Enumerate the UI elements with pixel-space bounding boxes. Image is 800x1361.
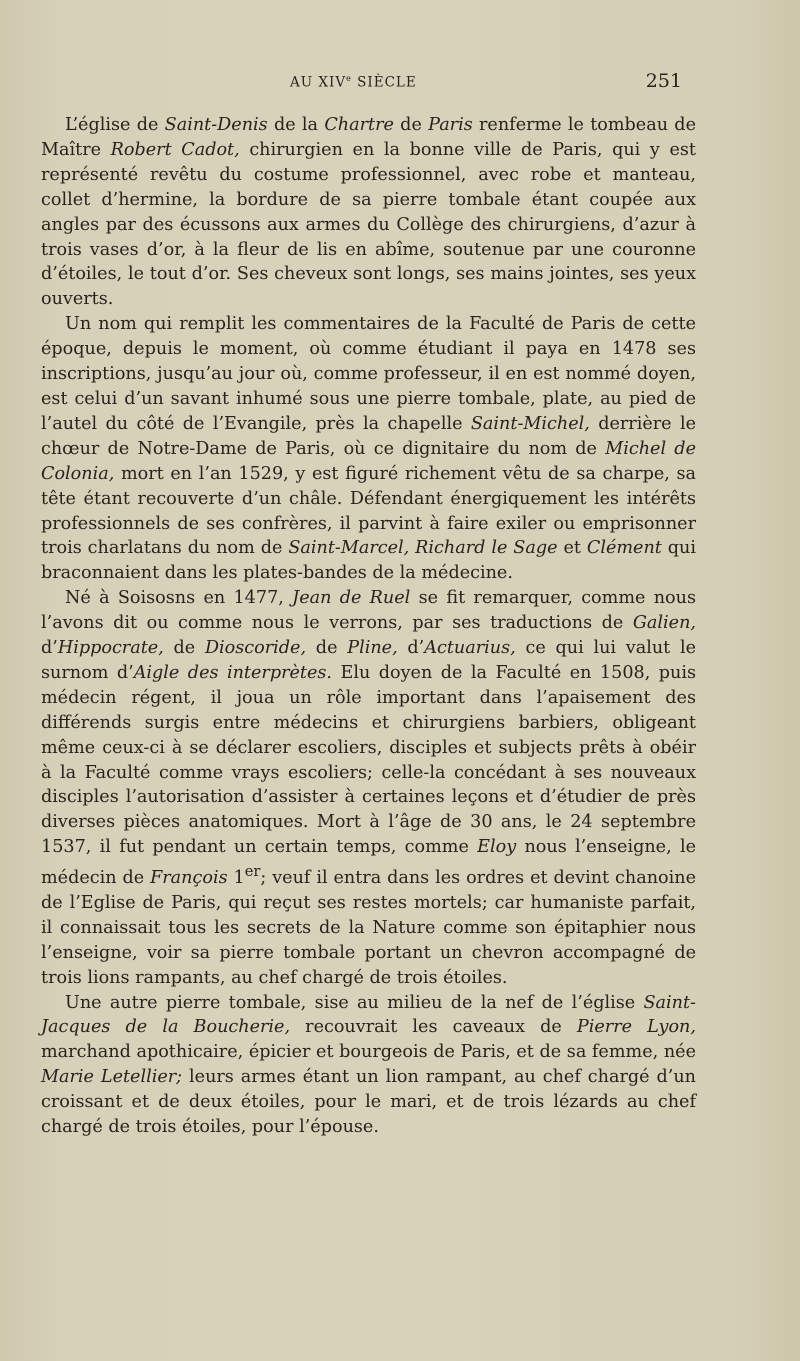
italic-text: Pierre Lyon, <box>576 1017 696 1038</box>
text-run: Né à Soisosns en 1477, <box>65 588 293 609</box>
page-header <box>0 70 800 98</box>
text-run: derrière le chœur de Notre-Dame de Paris, où ce dignitaire du nom de <box>41 413 696 459</box>
text-run: de la <box>267 115 325 135</box>
body-text <box>41 113 696 1140</box>
text-run: Une autre pierre tombale, sise au milieu de la nef de l’église <box>65 992 644 1013</box>
text-run: chirurgien en la bonne ville de Paris, qui y est représenté revêtu du costume professionnel, avec robe et manteau, collet d’hermine, la bordure de sa pierre tombale étant coupée aux angles par des écussons aux armes du Collège des chirurgiens, d’azur à trois vases d’or, à la fleur de lis en abîme, soutenue par une couronne d’étoiles, le tout d’or. Ses cheveux sont longs, ses mains jointes, ses yeux ouverts. <box>41 139 696 310</box>
italic-text: Dioscoride, <box>204 638 307 659</box>
running-head-superscript: e <box>346 74 352 83</box>
text-run: L’église de <box>65 115 165 135</box>
text-run: 1 <box>227 868 245 889</box>
text-run: Un nom qui remplit les commentaires de la Faculté de Paris de cette époque, depuis le moment, où comme étudiant il paya en 1478 ses inscriptions, jusqu’au jour où, comme professeur, il en est nommé doyen, est celui d’un savant inhumé sous une pierre tombale, plate, au pied de l’autel du côté de l’Evangile, près la chapelle <box>41 314 696 434</box>
italic-text: Eloy <box>477 837 517 858</box>
text-run: ce qui lui valut le surnom d’ <box>41 638 697 683</box>
text-run: d’ <box>397 638 425 659</box>
text-run: de <box>306 638 348 659</box>
italic-text: François <box>150 868 228 889</box>
italic-text: Chartre <box>324 115 394 135</box>
paragraph <box>41 586 696 990</box>
running-head <box>290 74 417 91</box>
italic-text: Saint-Jacques de la Boucherie, <box>41 992 696 1038</box>
text-run: et <box>557 538 587 559</box>
italic-text: Pline, <box>347 638 398 659</box>
text-run: ; veuf il entra dans les ordres et devint chanoine de l’Eglise de Paris, qui reçut ses restes mortels; car humaniste parfait, il connaissait tous les secrets de la Nature comme son épitaphier nous l’enseigne, voir sa pierre tombale portant un chevron accompagné de trois lions rampants, au chef chargé de trois étoiles. <box>41 868 696 988</box>
text-run: de <box>163 638 205 659</box>
italic-text: Hippocrate, <box>57 638 164 659</box>
text-run: recouvrait les caveaux de <box>290 1017 577 1038</box>
italic-text: Saint-Marcel, Richard le Sage <box>288 538 558 559</box>
text-run: renferme le tombeau de Maître <box>41 115 696 160</box>
italic-text: Robert Cadot, <box>110 139 240 160</box>
italic-text: Jean de Ruel <box>292 588 411 609</box>
italic-text: Clément <box>586 538 662 559</box>
superscript-text: er <box>244 863 261 881</box>
paragraph <box>41 312 696 586</box>
text-run: leurs armes étant un lion rampant, au chef chargé d’un croissant et de deux étoiles, pour le mari, et de trois lézards au chef chargé de trois étoiles, pour l’épouse. <box>41 1067 696 1138</box>
italic-text: Saint-Michel, <box>470 413 590 434</box>
page-number: 251 <box>645 70 682 92</box>
italic-text: Saint-Denis <box>164 115 268 135</box>
text-run: marchand apothicaire, épicier et bourgeois de Paris, et de sa femme, née <box>41 1042 696 1063</box>
italic-text: Paris <box>428 115 473 135</box>
text-run: qui braconnaient dans les plates-bandes de la médecine. <box>41 538 697 584</box>
running-head-suffix: SIÈCLE <box>351 74 417 91</box>
paragraph <box>41 991 696 1140</box>
text-run: de <box>393 115 429 135</box>
italic-text: Aigle des interprètes. <box>133 662 333 683</box>
italic-text: Michel de Colonia, <box>41 438 696 484</box>
paragraph <box>41 113 696 312</box>
text-run: Elu doyen de la Faculté en 1508, puis médecin régent, il joua un rôle important dans l’apaisement des différends surgis entre médecins et chirurgiens barbiers, obligeant même ceux-ci à se déclarer escoliers, disciples et subjects prêts à obéir à la Faculté comme vrays escoliers; celle-la concédant à ses nouveaux disciples l’autorisation d’assister à certaines leçons et d’étudier de près diverses pièces anatomiques. Mort à l’âge de 30 ans, le 24 septembre 1537, il fut pendant un certain temps, comme <box>41 662 697 858</box>
text-run: se fit remarquer, comme nous l’avons dit ou comme nous le verrons, par ses traductions de <box>41 588 696 634</box>
text-run: nous l’enseigne, le médecin de <box>41 837 696 889</box>
italic-text: Actuarius, <box>424 638 516 659</box>
running-head-prefix: AU XIV <box>290 74 347 91</box>
italic-text: Galien, <box>632 613 696 634</box>
text-run: d’ <box>41 638 58 659</box>
text-run: mort en l’an 1529, y est figuré richement vêtu de sa charpe, sa tête étant recouverte d’un châle. Défendant énergiquement les intérêts professionnels de ses confrères, il parvint à faire exiler ou emprisonner trois charlatans du nom de <box>41 463 696 559</box>
italic-text: Marie Letellier; <box>41 1067 183 1088</box>
